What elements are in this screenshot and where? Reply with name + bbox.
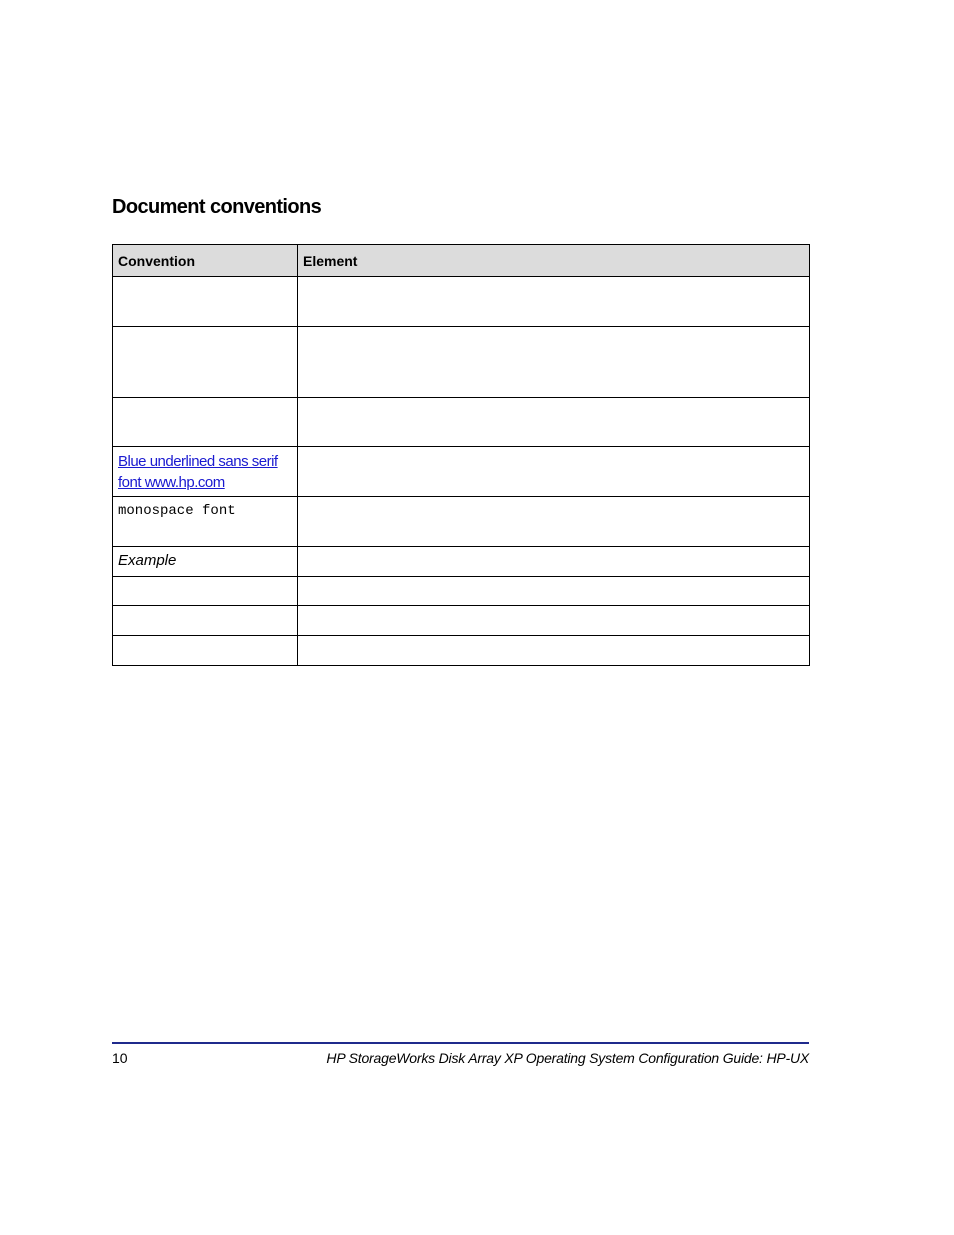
convention-cell bbox=[113, 447, 298, 497]
convention-cell bbox=[113, 577, 298, 606]
table-row bbox=[113, 277, 810, 327]
column-header-convention: Convention bbox=[113, 245, 298, 277]
italic-example: Example bbox=[118, 552, 177, 569]
element-cell bbox=[298, 497, 810, 547]
element-cell bbox=[298, 398, 810, 447]
convention-cell bbox=[113, 547, 298, 577]
link-style-example-line1: Blue underlined sans serif bbox=[118, 453, 278, 470]
footer-divider bbox=[112, 1042, 809, 1044]
convention-cell bbox=[113, 327, 298, 398]
element-cell bbox=[298, 606, 810, 636]
table-header-row bbox=[113, 245, 810, 277]
section-heading: Document conventions bbox=[112, 196, 322, 218]
footer-document-title: HP StorageWorks Disk Array XP Operating System Configuration Guide: HP-UX bbox=[326, 1050, 809, 1066]
table-row bbox=[113, 547, 810, 577]
link-style-example-line2: font bbox=[118, 474, 145, 491]
page-number: 10 bbox=[112, 1050, 128, 1066]
element-cell bbox=[298, 327, 810, 398]
table-row bbox=[113, 606, 810, 636]
table-row bbox=[113, 497, 810, 547]
convention-cell bbox=[113, 606, 298, 636]
table-row bbox=[113, 327, 810, 398]
convention-cell bbox=[113, 636, 298, 666]
monospace-example: monospace font bbox=[118, 503, 236, 519]
element-cell bbox=[298, 577, 810, 606]
element-cell bbox=[298, 447, 810, 497]
table-row bbox=[113, 577, 810, 606]
conventions-table bbox=[112, 244, 810, 666]
convention-cell bbox=[113, 398, 298, 447]
hp-website-link[interactable]: www.hp.com bbox=[144, 474, 225, 491]
element-cell bbox=[298, 547, 810, 577]
table-row bbox=[113, 447, 810, 497]
convention-cell bbox=[113, 497, 298, 547]
element-cell bbox=[298, 277, 810, 327]
convention-cell bbox=[113, 277, 298, 327]
table-row bbox=[113, 398, 810, 447]
column-header-element: Element bbox=[298, 245, 810, 277]
table-row bbox=[113, 636, 810, 666]
element-cell bbox=[298, 636, 810, 666]
